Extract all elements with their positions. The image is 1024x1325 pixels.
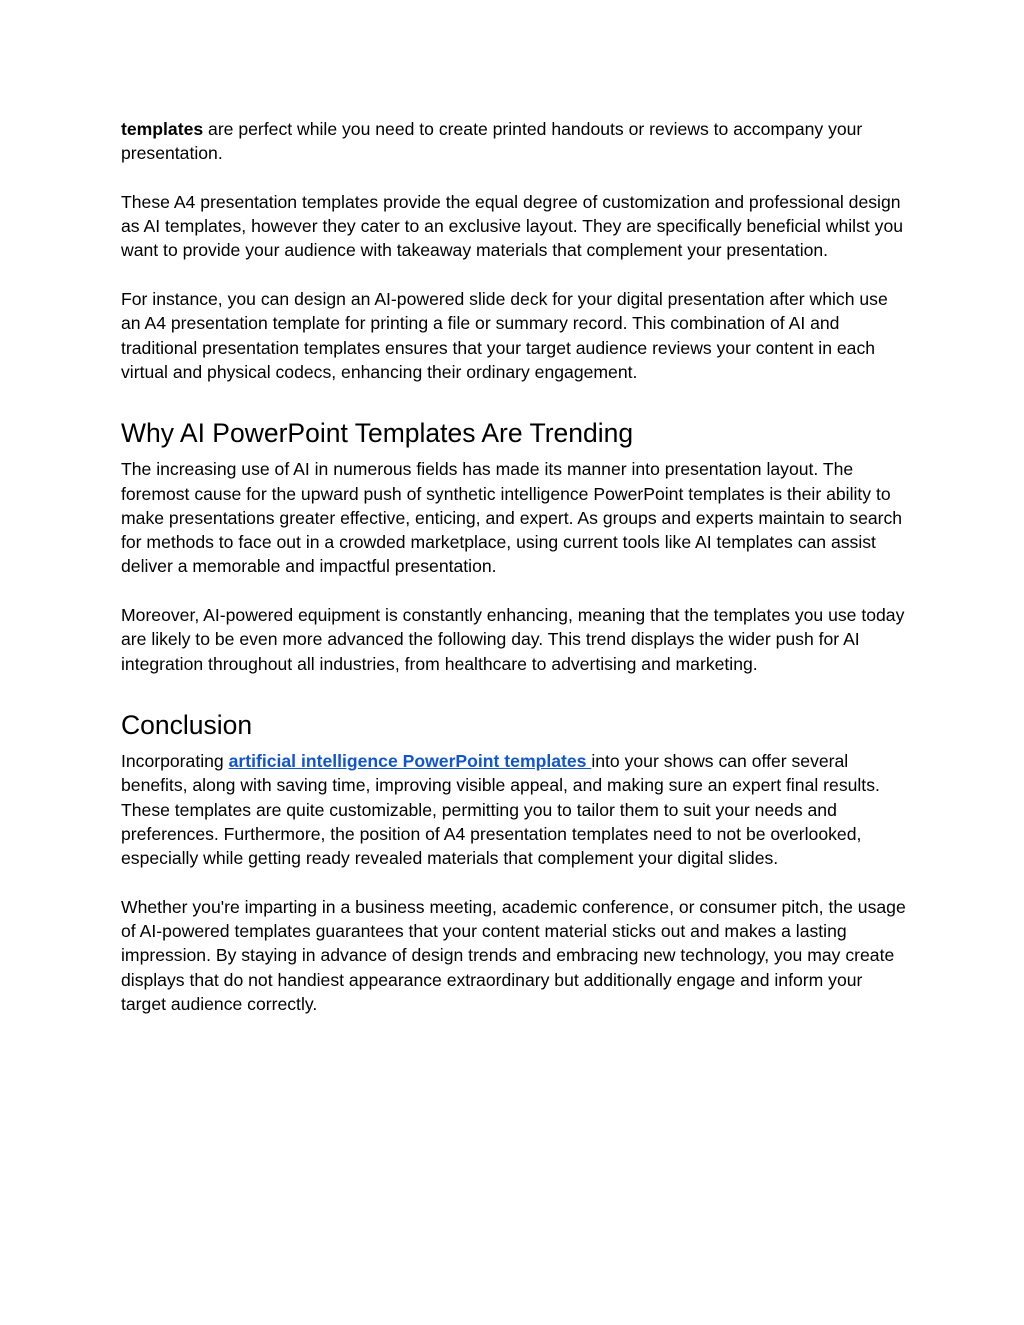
conclusion-paragraph-2: Whether you're imparting in a business meeting, academic conference, or consumer pitch, the usage of AI-powered templates guarantees that your content material sticks out and makes a lasting impression. By staying in advance of design trends and embracing new technology, you may create displays that do not handiest appearance extraordinary but additionally engage and inform your target audience correctly. — [121, 896, 906, 1014]
conclusion-paragraph-1-text: into your shows can offer several benefits, along with saving time, improving visible appeal, and making sure an expert final results. These templates are quite customizable, permitting you to tailor them to suit your needs and preferences. Furthermore, the position of A4 presentation templates need to not be overlooked, especially while getting ready revealed materials that complement your digital slides. — [121, 750, 880, 869]
conclusion-paragraph-1 — [121, 749, 911, 870]
why-paragraph-2: Moreover, AI-powered equipment is constantly enhancing, meaning that the templates you use today are likely to be even more advanced the following day. This trend displays the wider push for AI integration throughout all industries, from healthcare to advertising and marketing. — [121, 605, 905, 674]
intro-paragraph-3: For instance, you can design an AI-powered slide deck for your digital presentation after which use an A4 presentation template for printing a file or summary record. This combination of AI and traditional presentation templates ensures that your target audience reviews your content in each virtual and physical codecs, enhancing their ordinary engagement. — [121, 289, 888, 382]
heading-why-trending: Why AI PowerPoint Templates Are Trending — [121, 418, 634, 449]
intro-paragraph-1 — [121, 117, 911, 166]
ai-powerpoint-templates-link[interactable]: artificial intelligence PowerPoint templates — [228, 750, 592, 771]
intro-paragraph-2: These A4 presentation templates provide the equal degree of customization and professional design as AI templates, however they cater to an exclusive layout. They are specifically beneficial whilst you want to provide your audience with takeaway materials that complement your presentation. — [121, 191, 904, 261]
why-paragraph-1: The increasing use of AI in numerous fields has made its manner into presentation layout. The foremost cause for the upward push of synthetic intelligence PowerPoint templates is their ability to make presentations greater effective, enticing, and expert. As groups and experts maintain to search for methods to face out in a crowded marketplace, using current tools like AI templates can assist deliver a memorable and impactful presentation. — [121, 459, 903, 577]
intro-paragraph-1-text: are perfect while you need to create printed handouts or reviews to accompany your presentation. — [121, 119, 863, 164]
heading-conclusion: Conclusion — [121, 709, 253, 740]
conclusion-lead-text: Incorporating — [121, 750, 229, 771]
bold-term: templates — [121, 119, 204, 139]
document-page — [121, 117, 911, 1016]
